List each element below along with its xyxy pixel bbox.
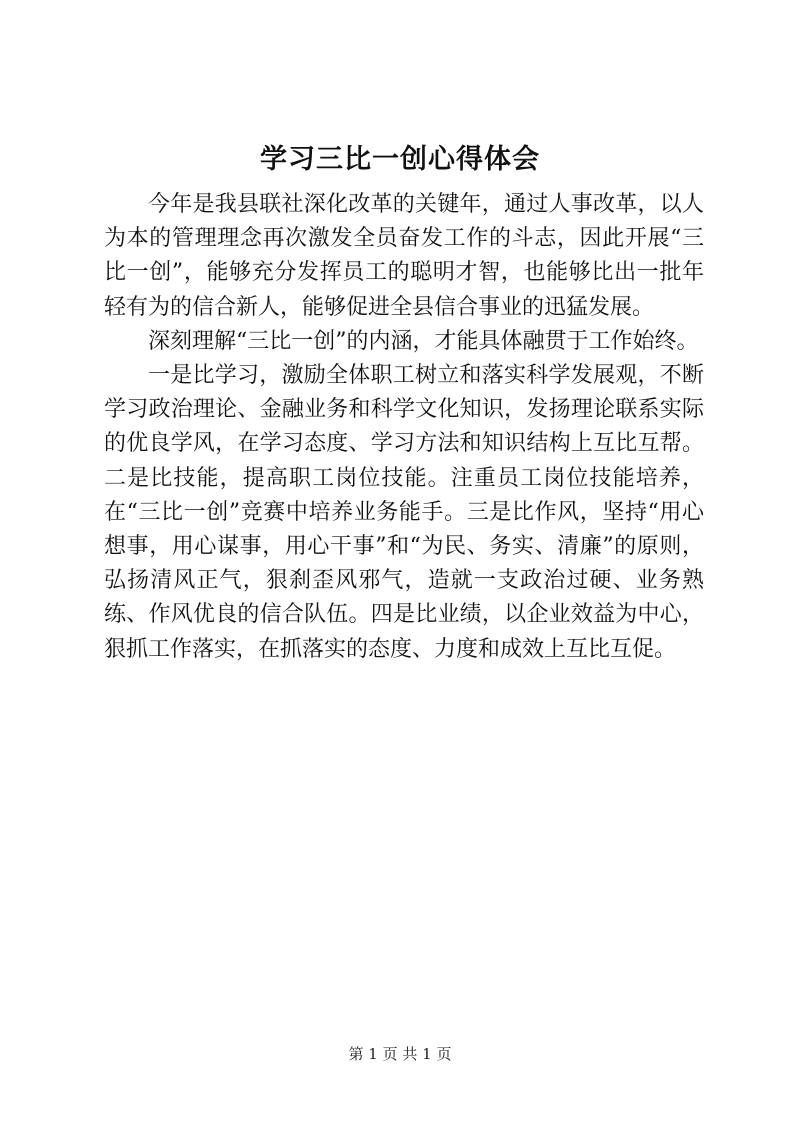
paragraph-intro: 今年是我县联社深化改革的关键年，通过人事改革，以人为本的管理理念再次激发全员奋发工作的斗志，因此开展“三比一创”，能够充分发挥员工的聪明才智，也能够比出一批年轻有为的信合新人，能够促进全县信合事业的迅猛发展。 <box>104 192 704 320</box>
paragraph-four-comparisons: 一是比学习，激励全体职工树立和落实科学发展观，不断学习政治理论、金融业务和科学文化知识，发扬理论联系实际的优良学风，在学习态度、学习方法和知识结构上互比互帮。二是比技能，提高职工岗位技能。注重员工岗位技能培养，在“三比一创”竞赛中培养业务能手。三是比作风，坚持“用心想事，用心谋事，用心干事”和“为民、务实、清廉”的原则，弘扬清风正气，狠刹歪风邪气，造就一支政治过硬、业务熟练、作风优良的信合队伍。四是比业绩，以企业效益为中心，狠抓工作落实，在抓落实的态度、力度和成效上互比互促。 <box>104 363 704 662</box>
paragraph-understanding: 深刻理解“三比一创”的内涵，才能具体融贯于工作始终。 <box>148 328 699 354</box>
document-title: 学习三比一创心得体会 <box>260 144 540 175</box>
page-footer: 第 1 页 共 1 页 <box>348 1045 452 1063</box>
document-body <box>104 188 704 667</box>
